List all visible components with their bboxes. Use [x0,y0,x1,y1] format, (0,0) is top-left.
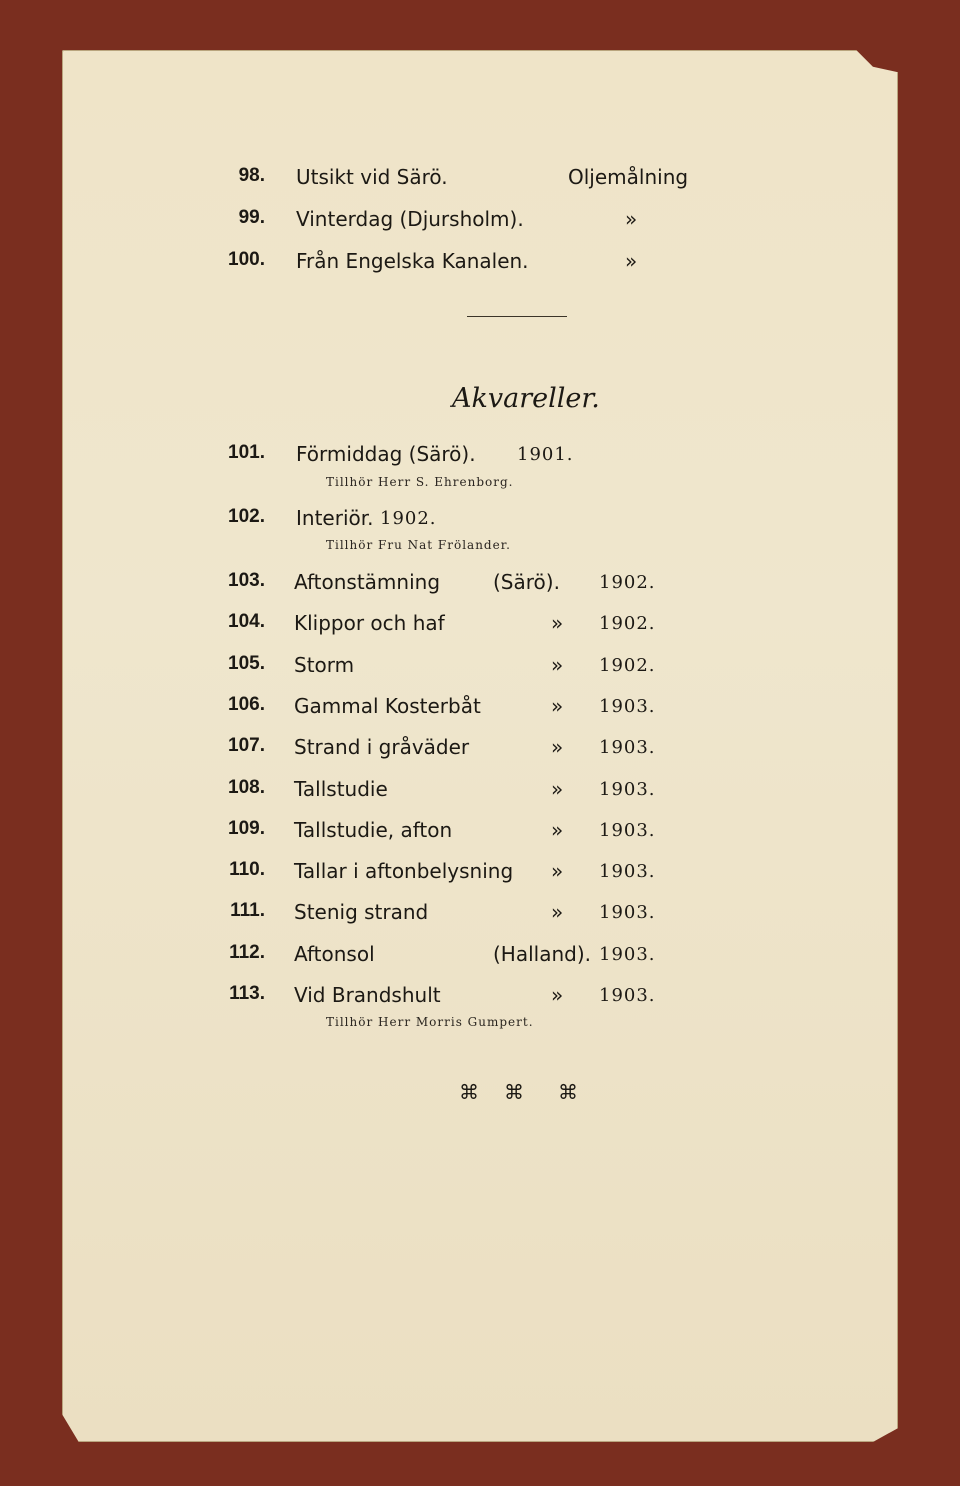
entry-number: 112. [229,942,265,963]
entry-medium: » [625,249,638,273]
entry-number: 113. [229,983,265,1004]
entry-number: 98. [238,165,265,186]
entry-number: 104. [228,611,265,632]
entry-title: Aftonsol [294,942,375,966]
entry-title: Klippor och haf [294,611,445,635]
entry-year: 1902. [599,613,656,634]
ornament-icon: ⌘ [459,1080,479,1104]
entry-location: » [551,735,564,759]
entry-number: 107. [228,735,265,756]
entry-number: 101. [228,442,265,463]
entry-medium: Oljemålning [568,165,689,189]
entry-year: 1903. [599,820,656,841]
entry-title: Från Engelska Kanalen. [296,249,529,273]
entry-number: 111. [230,900,265,921]
entry-year: 1903. [599,861,656,882]
entry-year: 1902. [599,572,656,593]
entry-location: » [551,777,564,801]
entry-year: 1902. [599,655,656,676]
entry-number: 108. [228,777,265,798]
entry-number: 102. [228,506,265,527]
entry-number: 100. [228,249,265,270]
entry-location: » [551,900,564,924]
entry-location: » [551,611,564,635]
entry-owner: Tillhör Herr Morris Gumpert. [326,1015,534,1029]
entry-year: 1902. [380,508,437,529]
entry-location: » [551,653,564,677]
section-divider [467,316,567,317]
entry-title: Storm [294,653,355,677]
entry-title: Tallstudie, afton [294,818,453,842]
entry-title: Förmiddag (Särö). [296,442,476,466]
entry-number: 106. [228,694,265,715]
entry-number: 109. [228,818,265,839]
entry-number: 99. [238,207,265,228]
entry-title: Utsikt vid Särö. [296,165,448,189]
entry-owner: Tillhör Fru Nat Frölander. [326,538,511,552]
entry-title: Tallar i aftonbelysning [294,859,514,883]
entry-owner: Tillhör Herr S. Ehrenborg. [326,475,514,489]
entry-year: 1901. [517,444,574,465]
entry-year: 1903. [599,779,656,800]
entry-number: 105. [228,653,265,674]
entry-title: Vinterdag (Djursholm). [296,207,524,231]
entry-location: (Halland). [493,942,591,966]
entry-title: Stenig strand [294,900,429,924]
entry-number: 103. [228,570,265,591]
entry-location: » [551,818,564,842]
entry-title: Strand i gråväder [294,735,470,759]
entry-year: 1903. [599,985,656,1006]
entry-title: Gammal Kosterbåt [294,694,481,718]
entry-title: Tallstudie [294,777,388,801]
entry-location: (Särö). [493,570,560,594]
ornament-icon: ⌘ [504,1080,524,1104]
entry-title: Vid Brandshult [294,983,441,1007]
entry-year: 1903. [599,737,656,758]
entry-title: Interiör. [296,506,374,530]
entry-year: 1903. [599,696,656,717]
entry-medium: » [625,207,638,231]
entry-location: » [551,983,564,1007]
entry-title: Aftonstämning [294,570,441,594]
entry-location: » [551,859,564,883]
entry-location: » [551,694,564,718]
ornament-icon: ⌘ [558,1080,578,1104]
entry-year: 1903. [599,902,656,923]
entry-year: 1903. [599,944,656,965]
section-heading: Akvareller. [452,383,600,414]
entry-number: 110. [229,859,265,880]
